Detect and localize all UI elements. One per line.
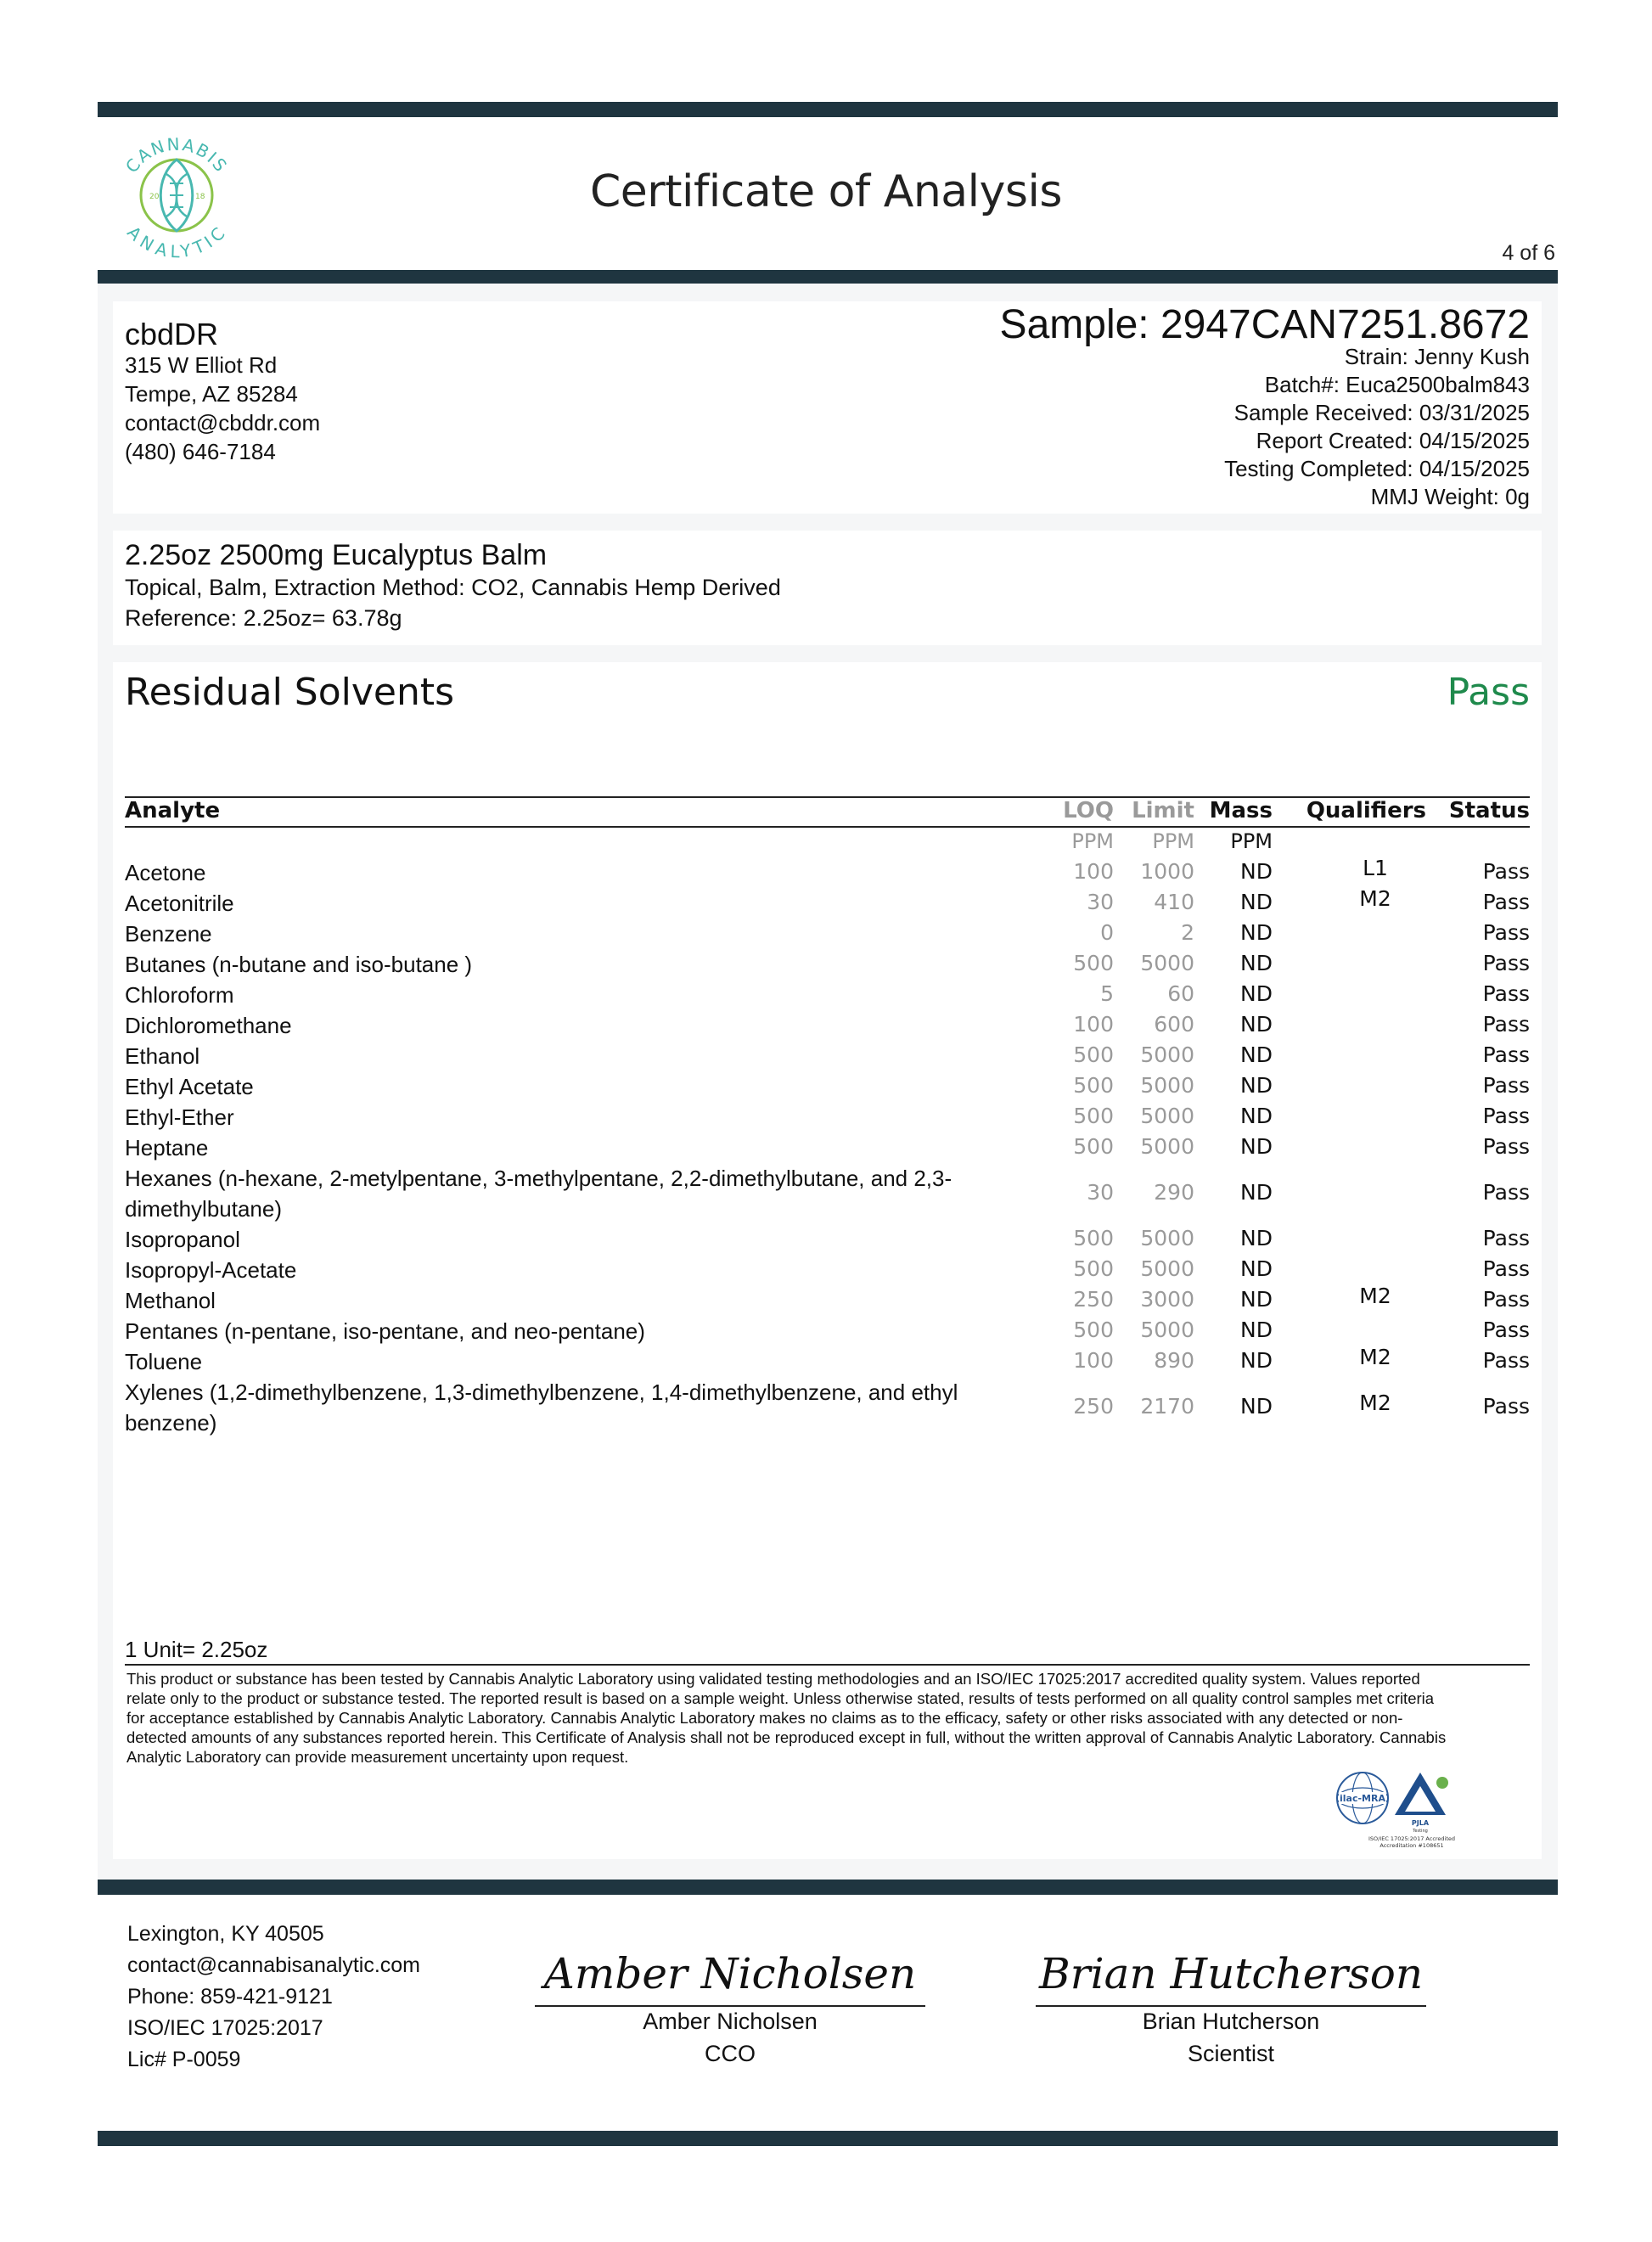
svg-text:ANALYTIC (123, 222, 230, 262)
status-value: Pass (1482, 1256, 1530, 1281)
lab-iso: ISO/IEC 17025:2017 (127, 2016, 323, 2040)
mass-value: ND (1240, 1256, 1273, 1281)
loq-value: 500 (1073, 1134, 1114, 1159)
limit-value: 5000 (1140, 1104, 1194, 1128)
analyte-name: Methanol (125, 1288, 216, 1313)
unit-limit: PPM (1152, 829, 1194, 853)
mass-value: ND (1240, 1394, 1273, 1419)
limit-value: 890 (1154, 1348, 1194, 1373)
limit-value: 600 (1154, 1012, 1194, 1037)
signature-2-text: Brian Hutcherson (1038, 1949, 1424, 1998)
limit-value: 2170 (1140, 1394, 1194, 1419)
product-name: 2.25oz 2500mg Eucalyptus Balm (125, 539, 548, 571)
table-row (125, 1071, 1530, 1102)
mass-value: ND (1240, 1073, 1273, 1098)
loq-value: 250 (1073, 1394, 1114, 1419)
accreditation-logos (1327, 1766, 1480, 1851)
lab-license: Lic# P-0059 (127, 2048, 241, 2071)
loq-value: 500 (1073, 1042, 1114, 1067)
status-value: Pass (1482, 1348, 1530, 1373)
limit-value: 3000 (1140, 1287, 1194, 1312)
status-value: Pass (1482, 1318, 1530, 1342)
page-title: Certificate of Analysis (589, 166, 1063, 217)
mass-value: ND (1240, 951, 1273, 975)
analyte-name: Acetone (125, 860, 206, 885)
disclaimer-text: This product or substance has been tested by Cannabis Analytic Laboratory using validated testing methodologies and an ISO/IEC 17025:2017 accredited quality system. Values reported relate only to the product or substance tested. The reported result is based on a sample weight. Unless otherwise stated, results of tests performed on all quality control samples met criteria for acceptance established by Cannabis Analytic Laboratory. Cannabis Analytic Laboratory makes no claims as to the efficacy, safety or other risks associated with any detected or non-detected amounts of any substances reported herein. This Certificate of Analysis shall not be reproduced except in full, without the written approval of Cannabis Analytic Laboratory. Cannabis Analytic Laboratory can provide measurement uncertainty upon request. (126, 1670, 1447, 1766)
analyte-name: Pentanes (n-pentane, iso-pentane, and neo-pentane) (125, 1318, 645, 1344)
mass-value: ND (1240, 1104, 1273, 1128)
limit-value: 5000 (1140, 1042, 1194, 1067)
mass-value: ND (1240, 920, 1273, 945)
status-value: Pass (1482, 1134, 1530, 1159)
signatory-1-name: Amber Nicholsen (643, 2009, 818, 2034)
top-border-bar (98, 102, 1558, 117)
analyte-name: Toluene (125, 1349, 203, 1374)
testing-completed: Testing Completed: 04/15/2025 (1224, 456, 1530, 481)
client-address-line1: 315 W Elliot Rd (125, 352, 278, 378)
unit-mass: PPM (1230, 829, 1273, 853)
lab-city: Lexington, KY 40505 (127, 1922, 324, 1946)
table-row (125, 1163, 1530, 1224)
status-value: Pass (1482, 1287, 1530, 1312)
mmj-weight: MMJ Weight: 0g (1370, 484, 1530, 509)
loq-value: 500 (1073, 1226, 1114, 1250)
loq-value: 250 (1073, 1287, 1114, 1312)
status-value: Pass (1482, 1180, 1530, 1205)
limit-value: 5000 (1140, 1073, 1194, 1098)
loq-value: 100 (1073, 1348, 1114, 1373)
sample-batch: Batch#: Euca2500balm843 (1264, 372, 1530, 397)
disclaimer-rule (125, 1664, 1530, 1666)
overall-result: Pass (1447, 671, 1530, 714)
logo-year-left: 20 (149, 193, 160, 201)
accreditation-line2: Accreditation #108651 (1379, 1842, 1444, 1849)
status-value: Pass (1482, 1042, 1530, 1067)
product-description: Topical, Balm, Extraction Method: CO2, Cannabis Hemp Derived (125, 575, 781, 600)
logo-bottom-text: ANALYTIC (123, 222, 230, 262)
sample-received: Sample Received: 03/31/2025 (1233, 400, 1530, 425)
unit-note: 1 Unit= 2.25oz (125, 1637, 268, 1662)
table-row (125, 1316, 1530, 1346)
ilac-label: ilac-MRA (1340, 1793, 1385, 1804)
limit-value: 410 (1154, 890, 1194, 914)
loq-value: 500 (1073, 1104, 1114, 1128)
signatory-2-name: Brian Hutcherson (1142, 2009, 1320, 2034)
status-value: Pass (1482, 920, 1530, 945)
limit-value: 60 (1167, 981, 1194, 1006)
qualifier-value: L1 (1363, 856, 1388, 880)
residual-solvents-panel (113, 662, 1542, 1859)
loq-value: 100 (1073, 1012, 1114, 1037)
table-row (125, 949, 1530, 980)
analyte-name: Isopropyl-Acetate (125, 1257, 297, 1283)
col-header-limit: Limit (1132, 798, 1194, 823)
mass-value: ND (1240, 1042, 1273, 1067)
status-value: Pass (1482, 1073, 1530, 1098)
footer-border-bar (98, 1880, 1558, 1895)
signature-brian-hutcherson (1036, 1936, 1426, 2003)
mass-value: ND (1240, 1134, 1273, 1159)
table-header-rule (125, 826, 1530, 828)
analyte-name: Chloroform (125, 982, 234, 1008)
section-title: Residual Solvents (125, 671, 455, 714)
analyte-name: Acetonitrile (125, 891, 234, 916)
status-value: Pass (1482, 859, 1530, 884)
col-header-mass: Mass (1209, 798, 1273, 823)
limit-value: 2 (1181, 920, 1194, 945)
limit-value: 1000 (1140, 859, 1194, 884)
loq-value: 0 (1100, 920, 1114, 945)
logo-year-right: 18 (195, 193, 205, 201)
col-header-qualifiers: Qualifiers (1306, 798, 1426, 823)
col-header-analyte: Analyte (125, 798, 221, 823)
status-value: Pass (1482, 1394, 1530, 1419)
analyte-name: Benzene (125, 921, 212, 947)
logo-top-text: CANNABIS (121, 133, 233, 177)
loq-value: 500 (1073, 951, 1114, 975)
analyte-name: Ethyl-Ether (125, 1104, 234, 1130)
status-value: Pass (1482, 981, 1530, 1006)
header-border-bar (98, 270, 1558, 284)
analyte-name: Ethyl Acetate (125, 1074, 254, 1099)
table-row (125, 919, 1530, 949)
table-row (125, 980, 1530, 1010)
signature-2-rule (1036, 2005, 1426, 2007)
limit-value: 290 (1154, 1180, 1194, 1205)
analyte-name: Heptane (125, 1135, 209, 1160)
mass-value: ND (1240, 1318, 1273, 1342)
accreditation-line1: ISO/IEC 17025:2017 Accredited (1368, 1835, 1456, 1842)
mass-value: ND (1240, 1226, 1273, 1250)
mass-value: ND (1240, 1180, 1273, 1205)
pjla-label: PJLA (1411, 1819, 1430, 1827)
pjla-sub-label: Testing (1413, 1829, 1428, 1834)
analyte-name: Butanes (n-butane and iso-butane ) (125, 952, 473, 977)
limit-value: 5000 (1140, 1134, 1194, 1159)
client-address-line2: Tempe, AZ 85284 (125, 381, 298, 407)
table-row (125, 1224, 1530, 1255)
mass-value: ND (1240, 1012, 1273, 1037)
signatory-1-role: CCO (705, 2041, 756, 2066)
analyte-name: Dichloromethane (125, 1013, 292, 1038)
loq-value: 500 (1073, 1318, 1114, 1342)
mass-value: ND (1240, 981, 1273, 1006)
mass-value: ND (1240, 890, 1273, 914)
mass-value: ND (1240, 859, 1273, 884)
bottom-border-bar (98, 2131, 1558, 2146)
loq-value: 500 (1073, 1256, 1114, 1281)
qualifier-value: M2 (1359, 1284, 1391, 1308)
table-row (125, 1041, 1530, 1071)
page-number: 4 of 6 (1502, 241, 1555, 265)
client-info-panel (113, 301, 1542, 514)
sample-strain: Strain: Jenny Kush (1344, 344, 1530, 369)
mass-value: ND (1240, 1287, 1273, 1312)
loq-value: 500 (1073, 1073, 1114, 1098)
table-row (125, 1255, 1530, 1285)
signature-amber-nicholsen (535, 1936, 925, 2003)
client-phone: (480) 646-7184 (125, 439, 276, 464)
table-row (125, 1285, 1530, 1316)
status-value: Pass (1482, 951, 1530, 975)
analyte-name: Isopropanol (125, 1227, 240, 1252)
client-email: contact@cbddr.com (125, 410, 321, 435)
qualifier-value: M2 (1359, 886, 1391, 911)
table-row (125, 1346, 1530, 1377)
analyte-name: Hexanes (n-hexane, 2-metylpentane, 3-methylpentane, 2,2-dimethylbutane, and 2,3-dimethylbutane) (125, 1166, 952, 1222)
status-value: Pass (1482, 1012, 1530, 1037)
lab-email: contact@cannabisanalytic.com (127, 1953, 420, 1977)
limit-value: 5000 (1140, 1318, 1194, 1342)
table-row (125, 1132, 1530, 1163)
unit-loq: PPM (1071, 829, 1114, 853)
client-name: cbdDR (125, 317, 219, 351)
product-reference: Reference: 2.25oz= 63.78g (125, 605, 402, 631)
table-row (125, 1010, 1530, 1041)
sample-id: Sample: 2947CAN7251.8672 (999, 302, 1530, 347)
table-row (125, 1102, 1530, 1132)
loq-value: 30 (1087, 1180, 1114, 1205)
signatory-2-role: Scientist (1187, 2041, 1275, 2066)
status-value: Pass (1482, 1104, 1530, 1128)
mass-value: ND (1240, 1348, 1273, 1373)
table-row (125, 888, 1530, 919)
table-row (125, 1377, 1530, 1438)
limit-value: 5000 (1140, 1256, 1194, 1281)
loq-value: 100 (1073, 859, 1114, 884)
results-table (125, 662, 1530, 1511)
signature-1-rule (535, 2005, 925, 2007)
status-value: Pass (1482, 890, 1530, 914)
limit-value: 5000 (1140, 1226, 1194, 1250)
qualifier-value: M2 (1359, 1345, 1391, 1369)
product-info-panel (113, 531, 1542, 645)
signature-1-text: Amber Nicholsen (543, 1949, 917, 1998)
col-header-loq: LOQ (1063, 798, 1114, 823)
analyte-name: Xylenes (1,2-dimethylbenzene, 1,3-dimethylbenzene, 1,4-dimethylbenzene, and ethyl benzene) (125, 1379, 958, 1436)
status-value: Pass (1482, 1226, 1530, 1250)
report-created: Report Created: 04/15/2025 (1256, 428, 1530, 453)
loq-value: 30 (1087, 890, 1114, 914)
limit-value: 5000 (1140, 951, 1194, 975)
qualifier-value: M2 (1359, 1391, 1391, 1415)
lab-phone: Phone: 859-421-9121 (127, 1985, 333, 2009)
analyte-name: Ethanol (125, 1043, 200, 1069)
col-header-status: Status (1448, 798, 1530, 823)
table-row (125, 857, 1530, 888)
loq-value: 5 (1100, 981, 1114, 1006)
